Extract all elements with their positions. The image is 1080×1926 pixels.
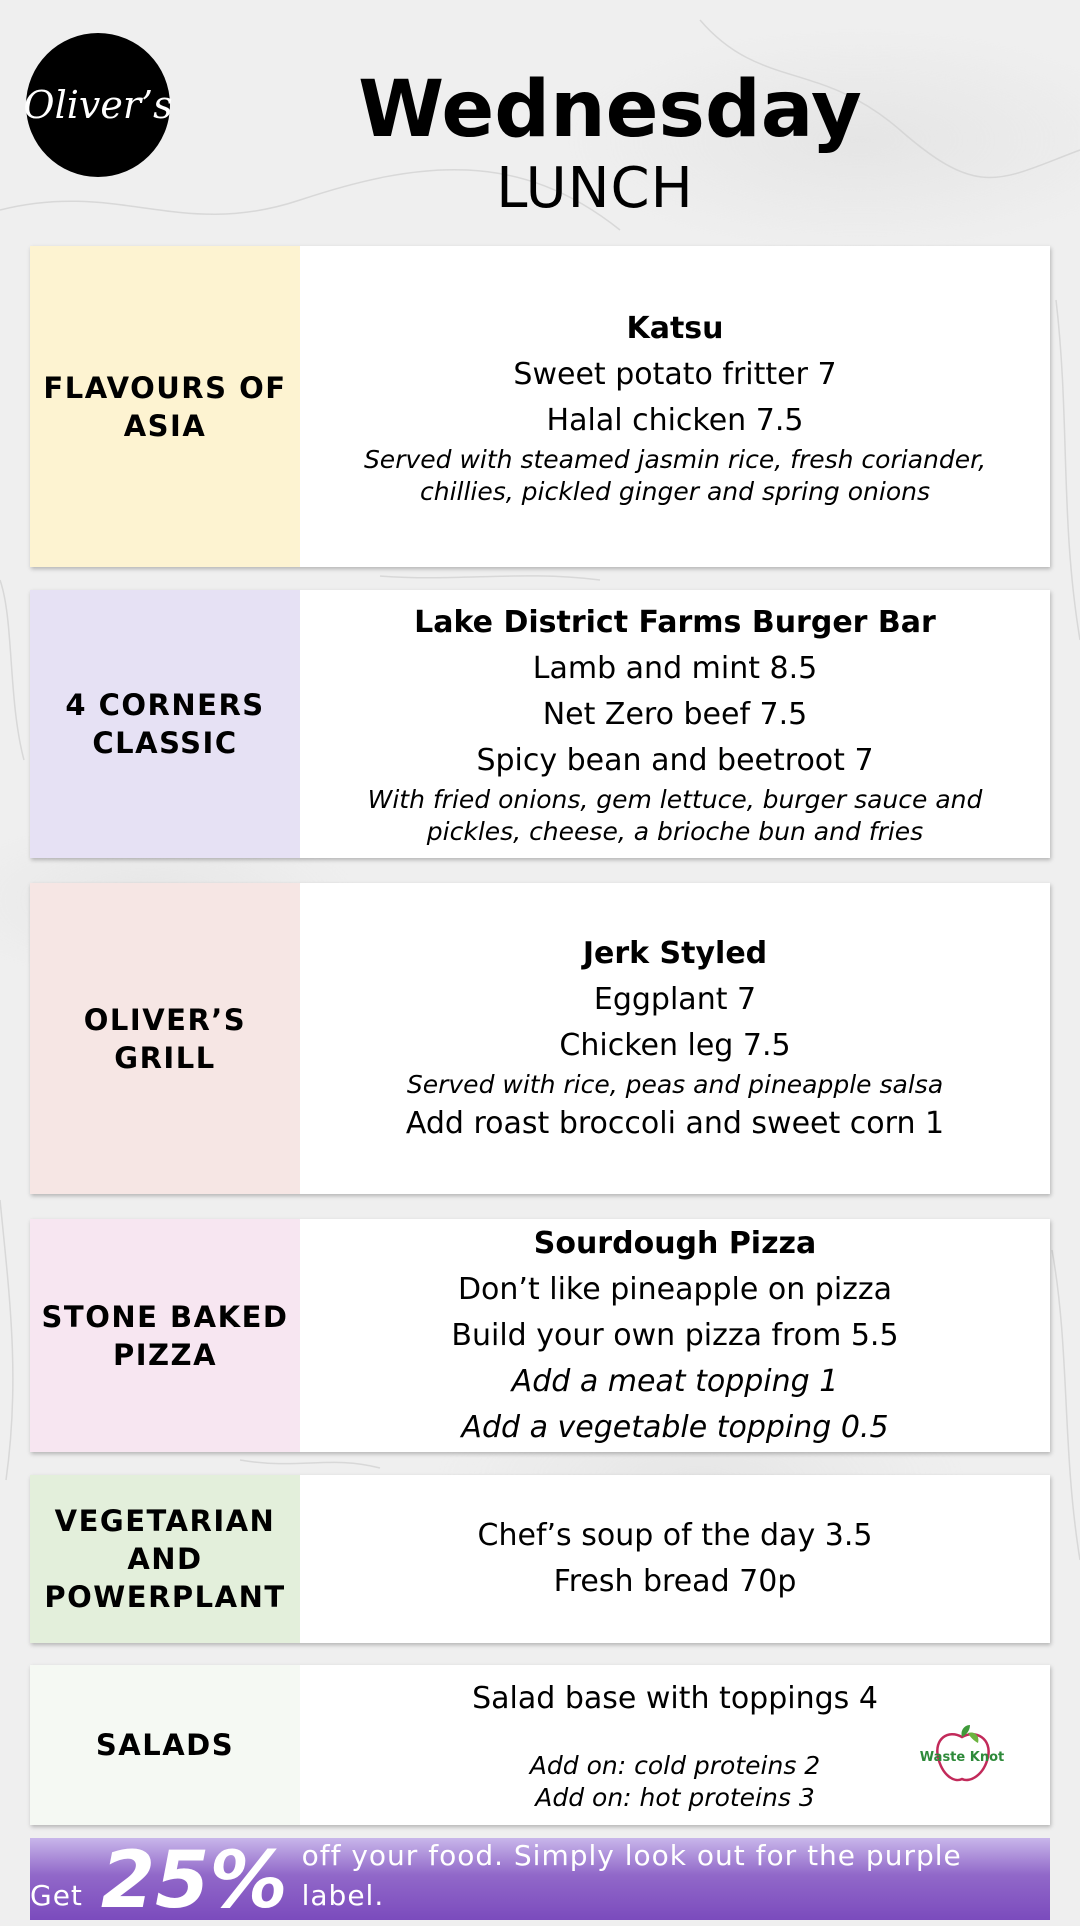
menu-item: Fresh bread 70p [553,1564,797,1599]
section-label: SALADS [30,1665,300,1825]
menu-item: Chef’s soup of the day 3.5 [477,1518,873,1553]
section-salads [30,1665,1050,1825]
dish-note: With fried onions, gem lettuce, burger sauce and pickles, cheese, a brioche bun and fries [367,785,983,846]
menu-meal-title: LUNCH [496,156,694,221]
dish-heading: Sourdough Pizza [533,1225,817,1261]
logo-text: Oliver’s [23,83,173,127]
dish-note: Served with steamed jasmin rice, fresh coriander, chillies, pickled ginger and spring onions [363,444,987,506]
dish-heading: Katsu [626,310,724,346]
menu-item: Lamb and mint 8.5 [532,651,818,686]
promo-discount: 25% [100,1836,288,1926]
dish-heading: Lake District Farms Burger Bar [414,605,936,640]
section-items [300,883,1050,1194]
section-items [300,590,1050,858]
section-items [300,1475,1050,1643]
section-label: VEGETARIAN AND POWERPLANT [30,1475,300,1643]
section-stone-baked-pizza [30,1219,1050,1452]
menu-item: Halal chicken 7.5 [546,402,804,438]
dish-note: Served with rice, peas and pineapple salsa [406,1069,944,1099]
waste-knot-text: Waste Knot [919,1750,1005,1765]
menu-addon: Add on: cold proteins 2 [529,1751,821,1780]
section-items [300,1665,1050,1825]
menu-item: Spicy bean and beetroot 7 [476,743,874,778]
section-items [300,1219,1050,1452]
promo-banner [30,1836,1050,1926]
section-4-corners-classic [30,590,1050,858]
menu-item: Don’t like pineapple on pizza [457,1271,893,1307]
section-vegetarian-and-powerplant [30,1475,1050,1643]
olivers-logo [23,33,173,177]
section-label: FLAVOURS OF ASIA [30,246,300,567]
section-label: OLIVER’S GRILL [30,883,300,1194]
menu-addon: Add a meat topping 1 [511,1363,839,1399]
section-olivers-grill [30,883,1050,1194]
menu-day-title: Wednesday [358,65,862,155]
menu-item: Sweet potato fritter 7 [513,356,837,392]
menu-addon: Add a vegetable topping 0.5 [461,1409,889,1445]
section-flavours-of-asia [30,246,1050,567]
waste-knot-logo-icon [919,1723,1005,1787]
menu-item: Salad base with toppings 4 [472,1681,878,1716]
menu-item: Add roast broccoli and sweet corn 1 [405,1105,945,1141]
menu-item: Chicken leg 7.5 [559,1027,791,1063]
menu-item: Build your own pizza from 5.5 [451,1317,899,1353]
menu-addon: Add on: hot proteins 3 [535,1783,815,1812]
promo-prefix: Get [30,1879,83,1912]
menu-item: Net Zero beef 7.5 [542,697,808,732]
section-label: STONE BAKED PIZZA [30,1219,300,1452]
section-label: 4 CORNERS CLASSIC [30,590,300,858]
section-items [300,246,1050,567]
dish-heading: Jerk Styled [582,935,768,971]
menu-item: Eggplant 7 [593,981,757,1017]
promo-text: off your food. Simply look out for the purple label. [301,1839,962,1912]
